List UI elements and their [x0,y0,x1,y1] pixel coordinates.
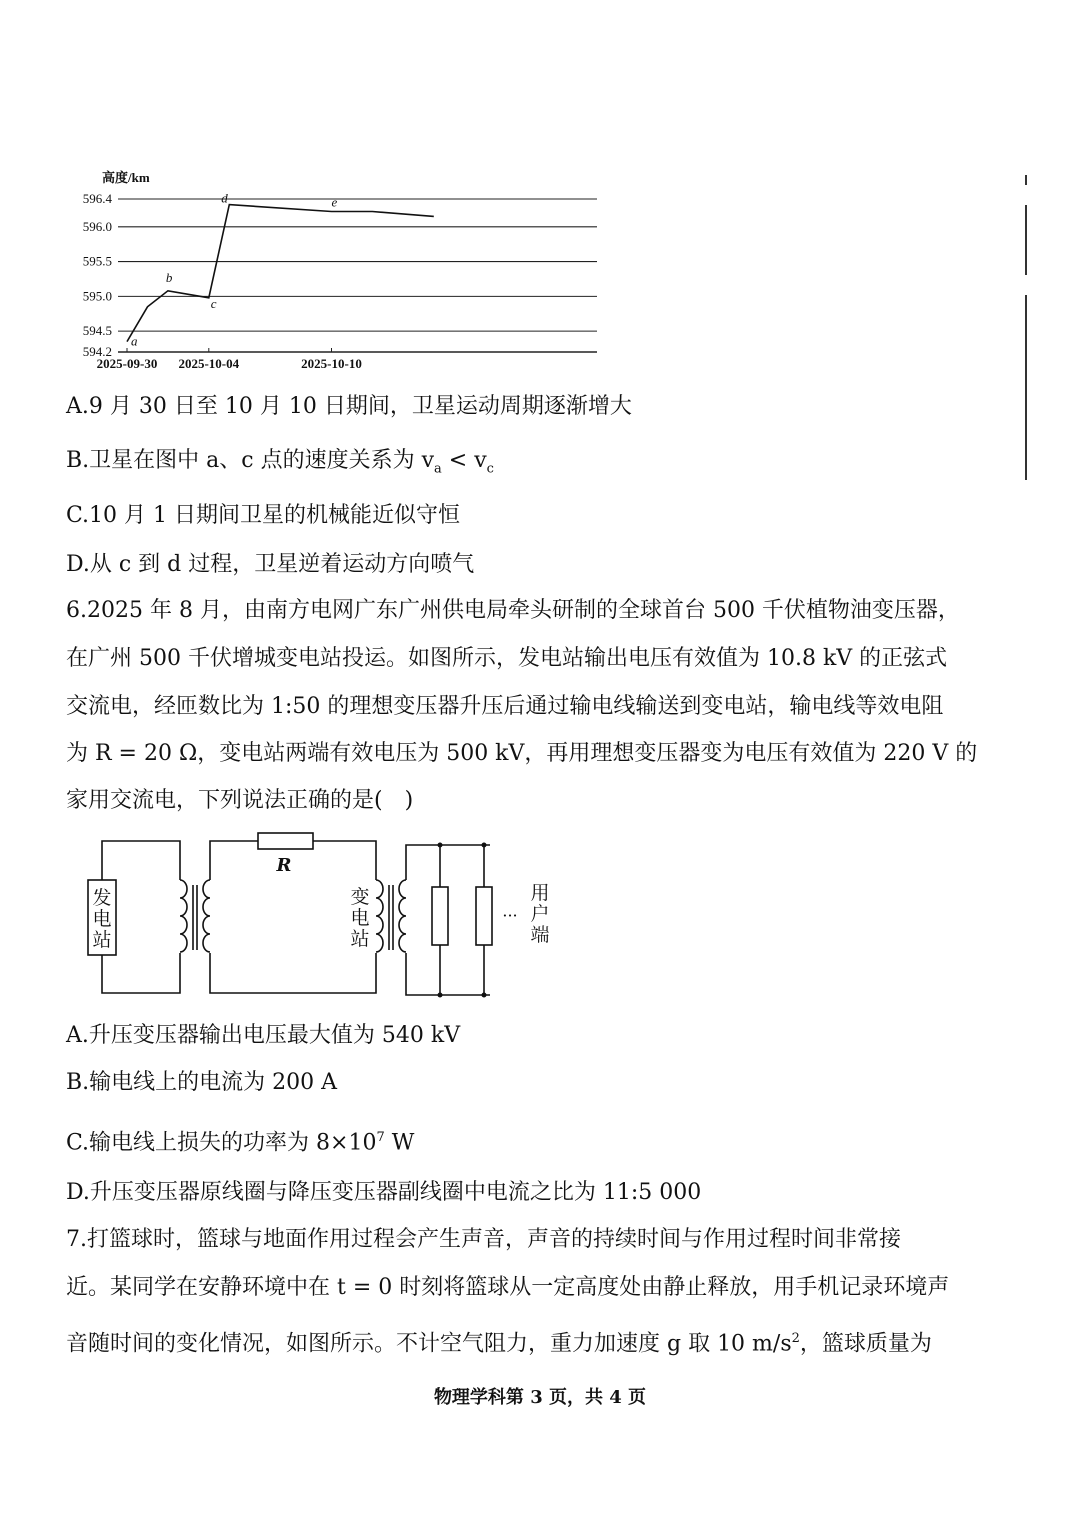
chart-y-tick-label: 595.0 [82,288,112,304]
q5-option-b-sub-c: c [486,461,494,477]
chart-y-tick-label: 594.2 [82,344,112,359]
scan-edge-mark [1025,205,1027,275]
circuit-diagram [80,825,560,1005]
q6-stem-line-5: 家用交流电，下列说法正确的是( ) [66,788,414,813]
chart-series-line [127,205,434,342]
chart-x-tick-label: 2025-10-10 [301,356,362,371]
generator-loop-bottom [102,953,180,993]
q7-stem-line-1: 7.打篮球时，篮球与地面作用过程会产生声音，声音的持续时间与作用过程时间非常接 [66,1227,901,1252]
chart-y-tick-label: 595.5 [82,253,112,269]
page-footer: 物理学科第 3 页，共 4 页 [433,1387,647,1408]
chart-point-label: b [165,269,173,285]
chart-point-label: e [331,194,338,210]
q5-option-b-sub-a: a [434,461,442,477]
resistor-r [258,833,313,849]
load-resistor-2 [476,887,492,945]
chart-ylabel: 高度/km [102,170,150,185]
chart-y-tick-label: 596.0 [82,218,112,234]
substation-label-3: 站 [350,928,370,950]
load-resistor-1 [432,887,448,945]
q6-option-c-exp: 7 [376,1130,385,1145]
secondary-coil-2 [399,880,406,952]
q5-option-b-lt: < v [441,448,487,473]
user-label-1: 用 [530,882,550,904]
q6-stem-line-3: 交流电，经匝数比为 1:50 的理想变压器升压后通过输电线输送到变电站，输电线等效电阻 [66,694,944,719]
generator-loop [102,841,180,880]
q5-option-d: D.从 c 到 d 过程，卫星逆着运动方向喷气 [66,552,475,577]
user-label-3: 端 [530,924,550,946]
chart-y-tick-label: 596.4 [82,191,112,206]
generator-label-3: 站 [92,929,112,951]
chart-point-label: d [221,190,228,206]
resistor-label: R [276,855,292,876]
chart-y-ticks [83,191,113,359]
secondary-coil-1 [203,880,210,952]
q5-option-a: A.9 月 30 日至 10 月 10 日期间，卫星运动周期逐渐增大 [66,394,632,419]
generator-label-2: 电 [92,908,112,930]
q7-stem-line-2: 近。某同学在安静环境中在 t = 0 时刻将篮球从一定高度处由静止释放，用手机记录环境声 [66,1275,950,1300]
q6-option-a: A.升压变压器输出电压最大值为 540 kV [66,1023,461,1048]
q7-stem-tail: ，篮球质量为 [799,1331,932,1357]
q6-option-c [66,1123,414,1158]
chart-x-tick-label: 2025-09-30 [96,356,158,371]
altitude-chart [70,160,630,375]
chart-point-label: a [131,333,138,349]
scan-edge-mark [1025,175,1027,185]
q7-stem-exp: 2 [791,1331,800,1346]
substation-label-2: 电 [350,907,370,929]
q5-option-c: C.10 月 1 日期间卫星的机械能近似守恒 [66,503,461,528]
substation-label-1: 变 [350,886,370,908]
generator-label-1: 发 [92,887,112,909]
chart-x-tick-label: 2025-10-04 [178,356,240,371]
q6-option-c-unit: W [384,1130,415,1156]
q6-option-b: B.输电线上的电流为 200 A [66,1070,338,1095]
q7-stem-line-3 [66,1324,932,1359]
load-dots: ··· [502,906,518,925]
user-label-2: 户 [530,903,550,925]
transmission-line-top [210,841,258,880]
q6-stem-line-4: 为 R = 20 Ω，变电站两端有效电压为 500 kV，再用理想变压器变为电压有效值为 220 V 的 [66,741,978,766]
chart-point-labels [131,191,338,349]
scan-edge-mark [1025,295,1027,480]
q6-stem-line-2: 在广州 500 千伏增城变电站投运。如图所示，发电站输出电压有效值为 10.8 kV 的正弦式 [66,646,948,671]
q6-stem-line-1: 6.2025 年 8 月，由南方电网广东广州供电局牵头研制的全球首台 500 千伏植物油变压器， [66,598,960,623]
chart-point-label: c [210,295,217,311]
q6-option-d: D.升压变压器原线圈与降压变压器副线圈中电流之比为 11:5 000 [66,1180,702,1205]
chart-y-tick-label: 594.5 [82,323,112,339]
chart-grid [118,199,597,352]
q6-option-c-text: C.输电线上损失的功率为 8×10 [66,1130,377,1156]
primary-coil-1 [180,880,187,952]
transmission-line-bottom [210,953,376,993]
q7-stem-line-3-text: 音随时间的变化情况，如图所示。不计空气阻力，重力加速度 g 取 10 m/s [66,1331,792,1357]
q5-option-b-text: B.卫星在图中 a、c 点的速度关系为 v [66,448,435,473]
primary-coil-2 [376,880,383,952]
q5-option-b [66,446,494,484]
